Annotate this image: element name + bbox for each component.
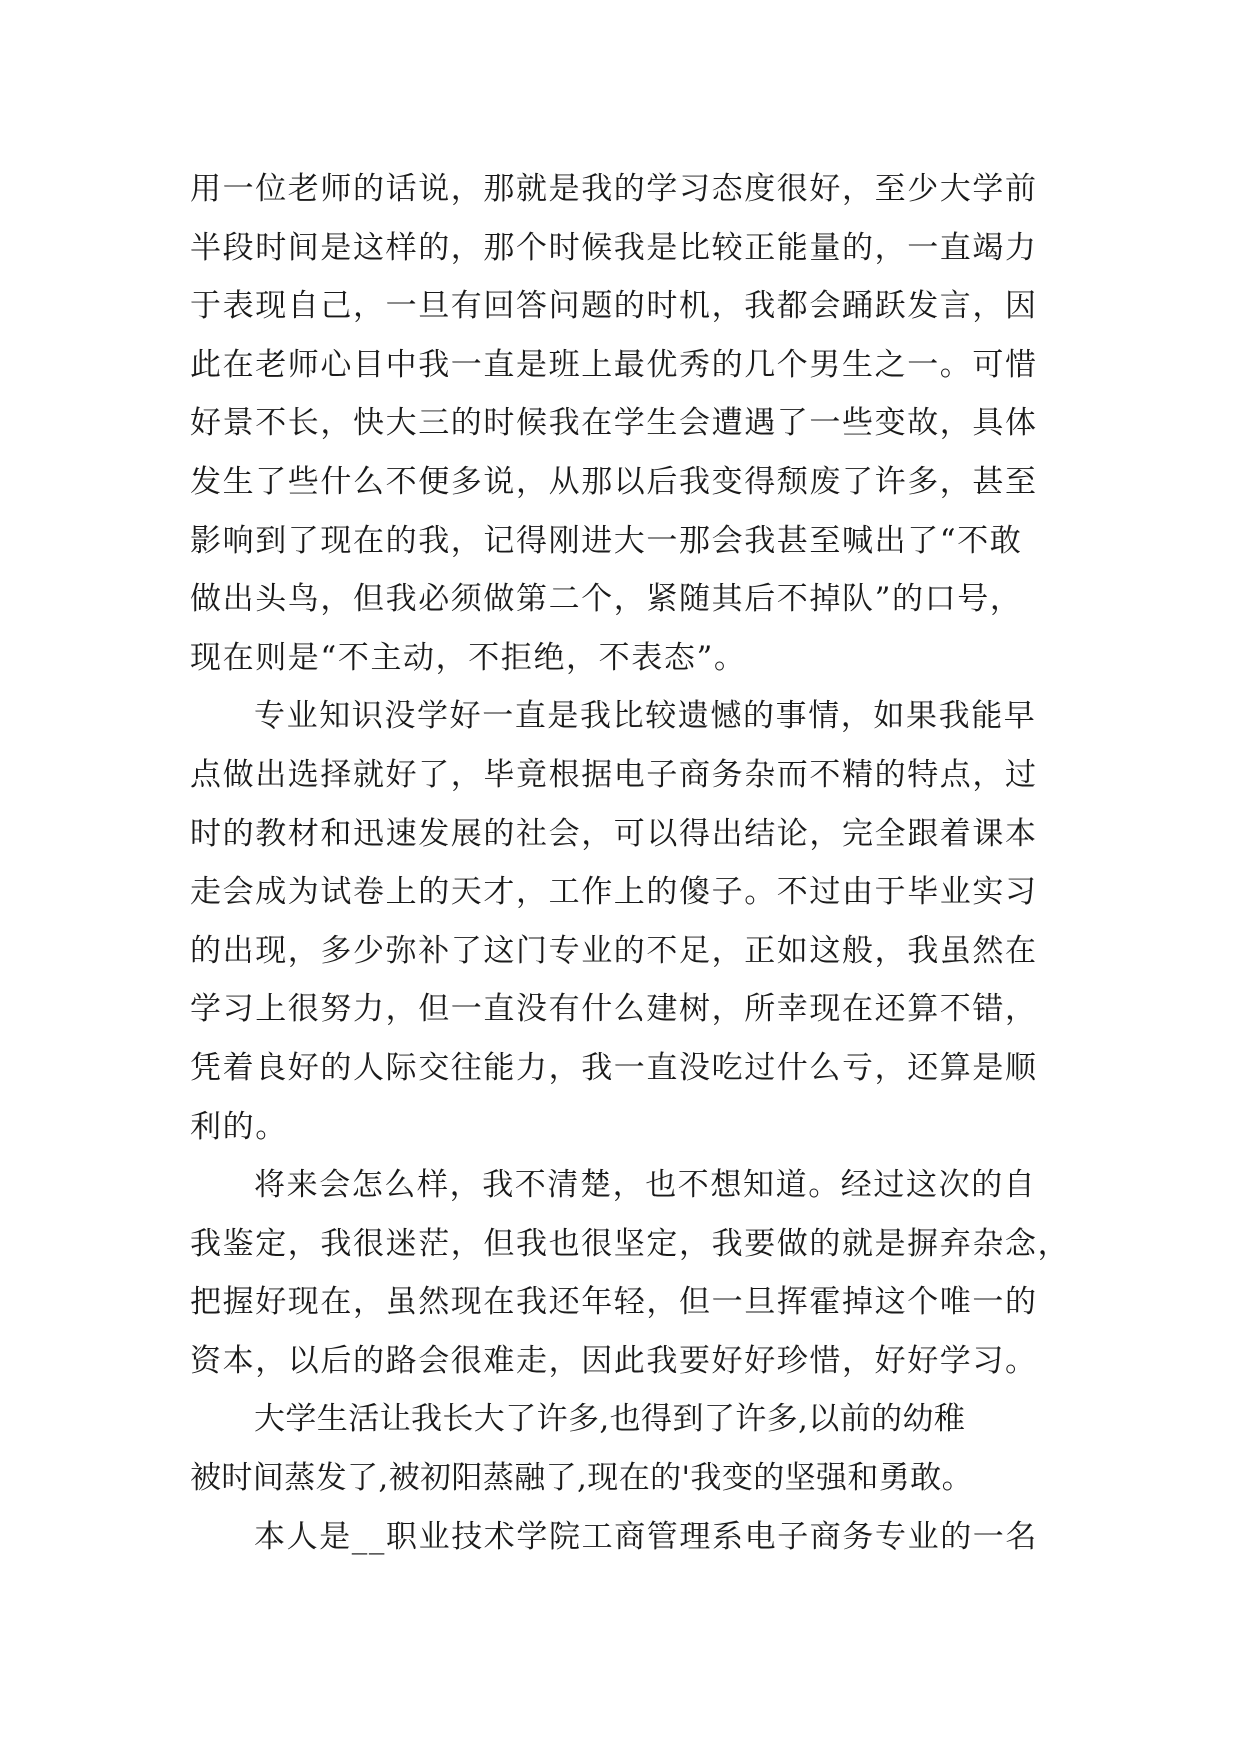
text-line: 发生了些什么不便多说，从那以后我变得颓废了许多，甚至	[190, 463, 1038, 500]
text-line: 现在则是“不主动，不拒绝，不表态”。	[190, 639, 747, 676]
paragraph-3	[190, 1156, 1070, 1390]
text-line: 资本，以后的路会很难走，因此我要好好珍惜，好好学习。	[190, 1342, 1038, 1379]
text-line: 走会成为试卷上的天才，工作上的傻子。不过由于毕业实习	[190, 874, 1038, 911]
text-line: 学习上很努力，但一直没有什么建树，所幸现在还算不错，	[190, 991, 1038, 1028]
document-body	[190, 160, 1070, 1566]
text-line: 半段时间是这样的，那个时候我是比较正能量的，一直竭力	[190, 229, 1038, 266]
text-line: 被时间蒸发了,被初阳蒸融了,现在的'我变的坚强和勇敢。	[190, 1460, 974, 1497]
text-line: 大学生活让我长大了许多,也得到了许多,以前的幼稚	[254, 1401, 966, 1438]
text-line: 点做出选择就好了，毕竟根据电子商务杂而不精的特点，过	[190, 756, 1038, 793]
text-line: 影响到了现在的我，记得刚进大一那会我甚至喊出了“不敢	[190, 522, 1023, 559]
text-line: 专业知识没学好一直是我比较遗憾的事情，如果我能早	[254, 698, 1037, 735]
text-line: 把握好现在，虽然现在我还年轻，但一旦挥霍掉这个唯一的	[190, 1284, 1038, 1321]
text-line: 用一位老师的话说，那就是我的学习态度很好，至少大学前	[190, 171, 1038, 207]
text-line: 利的。	[190, 1108, 288, 1145]
text-line: 本人是__职业技术学院工商管理系电子商务专业的一名	[254, 1518, 1038, 1555]
text-line: 凭着良好的人际交往能力，我一直没吃过什么亏，还算是顺	[190, 1049, 1038, 1086]
text-line: 时的教材和迅速发展的社会，可以得出结论，完全跟着课本	[190, 815, 1038, 852]
text-line: 我鉴定，我很迷茫，但我也很坚定，我要做的就是摒弃杂念，	[190, 1225, 1071, 1262]
paragraph-1	[190, 160, 1070, 687]
text-line: 于表现自己，一旦有回答问题的时机，我都会踊跃发言，因	[190, 288, 1038, 325]
text-line: 做出头鸟，但我必须做第二个，紧随其后不掉队”的口号，	[190, 581, 1023, 618]
paragraph-4	[190, 1390, 1070, 1507]
paragraph-2	[190, 687, 1070, 1156]
text-line: 此在老师心目中我一直是班上最优秀的几个男生之一。可惜	[190, 346, 1038, 383]
paragraph-5	[190, 1508, 1070, 1567]
text-line: 的出现，多少弥补了这门专业的不足，正如这般，我虽然在	[190, 932, 1038, 969]
text-line: 好景不长，快大三的时候我在学生会遭遇了一些变故，具体	[190, 405, 1038, 442]
text-line: 将来会怎么样，我不清楚，也不想知道。经过这次的自	[254, 1167, 1037, 1204]
